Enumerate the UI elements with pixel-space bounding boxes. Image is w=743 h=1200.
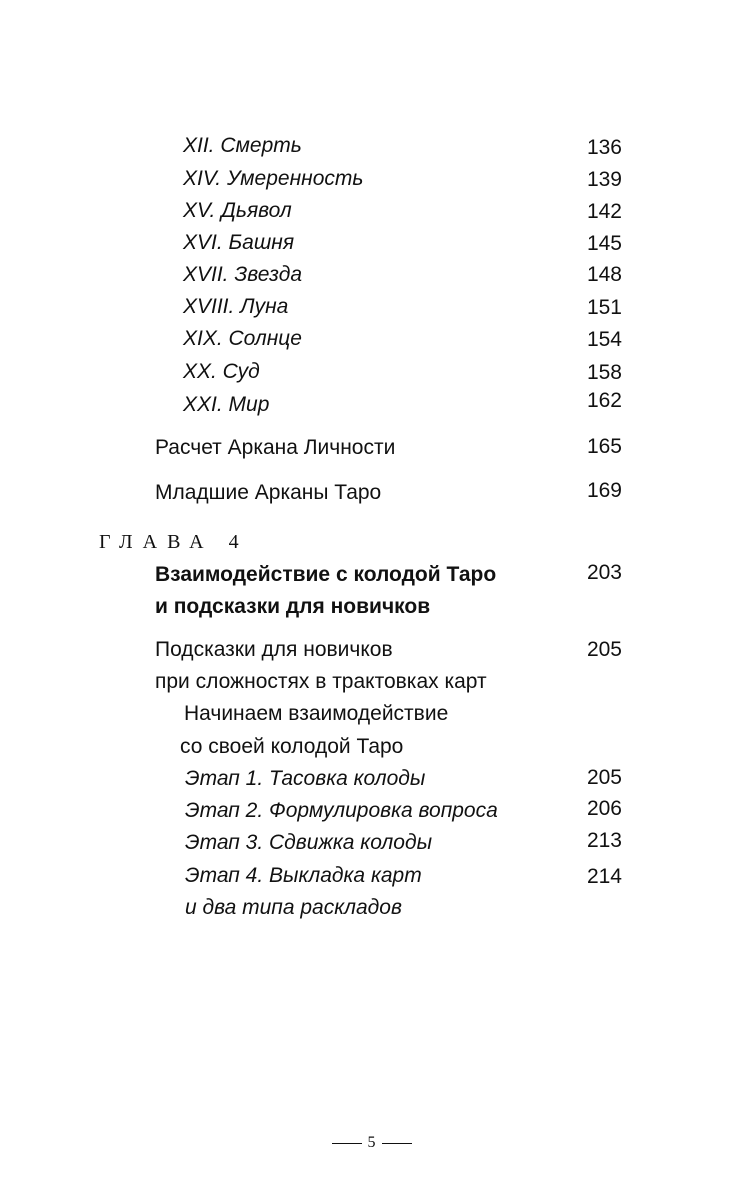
toc-entry-title: XIV. Умеренность bbox=[183, 167, 364, 190]
toc-entry-page: 136 bbox=[586, 136, 622, 159]
toc-entry-title: XV. Дьявол bbox=[183, 199, 292, 222]
footer-page-number bbox=[0, 1134, 743, 1152]
chapter-label: ГЛАВА 4 bbox=[99, 531, 249, 553]
toc-section-title: Расчет Аркана Личности bbox=[155, 436, 396, 459]
toc-section-page: 165 bbox=[586, 435, 622, 458]
stage-page: 205 bbox=[586, 766, 622, 789]
footer-dash-left bbox=[332, 1143, 362, 1144]
subsection-title-line2: со своей колодой Таро bbox=[180, 735, 404, 758]
stage-title: Этап 1. Тасовка колоды bbox=[185, 767, 426, 790]
stage-title: Этап 2. Формулировка вопроса bbox=[185, 799, 498, 822]
toc-entry-title: XVII. Звезда bbox=[183, 263, 302, 286]
toc-entry-page: 154 bbox=[586, 328, 622, 351]
stage-page: 206 bbox=[586, 797, 622, 820]
chapter-title-line2: и подсказки для новичков bbox=[155, 595, 431, 618]
toc-entry-page: 148 bbox=[586, 263, 622, 286]
stage-title: Этап 4. Выкладка карт bbox=[185, 864, 422, 887]
toc-section-page: 169 bbox=[586, 479, 622, 502]
toc-entry-title: XVI. Башня bbox=[183, 231, 295, 254]
toc-entry-title: XII. Смерть bbox=[183, 134, 302, 157]
hints-title-line1: Подсказки для новичков bbox=[155, 638, 393, 661]
page-number: 5 bbox=[367, 1134, 376, 1151]
stage-page: 213 bbox=[586, 829, 622, 852]
toc-entry-title: XVIII. Луна bbox=[183, 295, 289, 318]
stage-page: 214 bbox=[586, 865, 622, 888]
toc-entry-title: XIX. Солнце bbox=[183, 327, 302, 350]
chapter-page: 203 bbox=[586, 561, 622, 584]
toc-entry-title: XXI. Мир bbox=[183, 393, 270, 416]
chapter-title-line1: Взаимодействие с колодой Таро bbox=[155, 563, 497, 586]
stage-title-line2: и два типа раскладов bbox=[185, 896, 402, 919]
toc-entry-page: 145 bbox=[586, 232, 622, 255]
stage-title: Этап 3. Сдвижка колоды bbox=[185, 831, 433, 854]
toc-entry-page: 142 bbox=[586, 200, 622, 223]
toc-section-title: Младшие Арканы Таро bbox=[155, 481, 382, 504]
footer-dash-right bbox=[382, 1143, 412, 1144]
hints-title-line2: при сложностях в трактовках карт bbox=[155, 670, 487, 693]
toc-entry-page: 151 bbox=[586, 296, 622, 319]
hints-page: 205 bbox=[586, 638, 622, 661]
subsection-title-line1: Начинаем взаимодействие bbox=[184, 702, 449, 725]
toc-entry-page: 139 bbox=[586, 168, 622, 191]
toc-entry-page: 158 bbox=[586, 361, 622, 384]
toc-entry-page: 162 bbox=[586, 389, 622, 412]
toc-entry-title: XX. Суд bbox=[183, 360, 260, 383]
